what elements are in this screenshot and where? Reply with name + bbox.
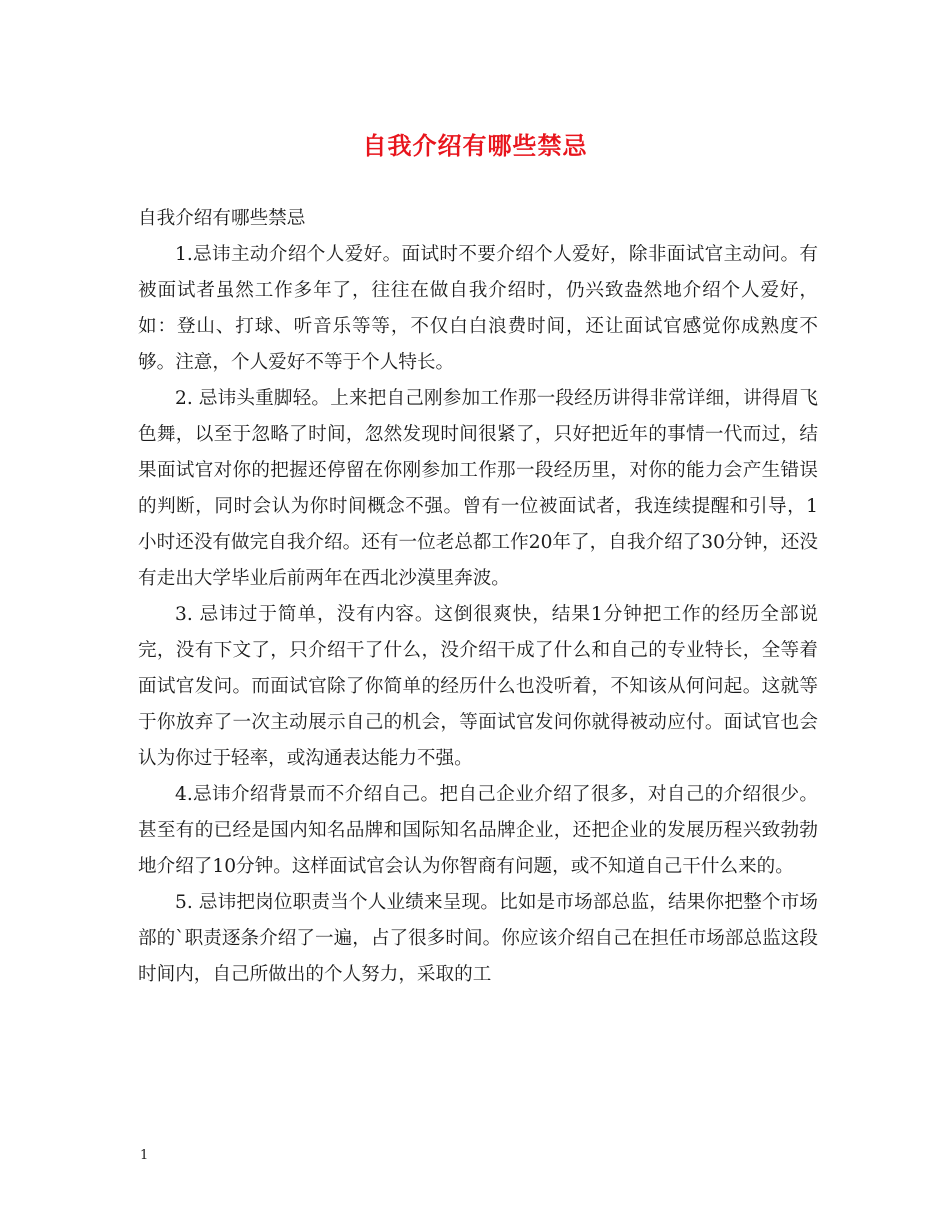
- paragraph-1: 1.忌讳主动介绍个人爱好。面试时不要介绍个人爱好，除非面试官主动问。有被面试者虽然工作多年了，往往在做自我介绍时，仍兴致盎然地介绍个人爱好，如：登山、打球、听音乐等等，不仅白白浪费时间，还让面试官感觉你成熟度不够。注意，个人爱好不等于个人特长。: [138, 244, 818, 373]
- body-heading: 自我介绍有哪些禁忌: [138, 208, 306, 229]
- page-number: 1: [140, 1148, 149, 1163]
- document-body: [138, 201, 818, 993]
- paragraph-2: 2. 忌讳头重脚轻。上来把自己刚参加工作那一段经历讲得非常详细，讲得眉飞色舞，以至于忽略了时间，忽然发现时间很紧了，只好把近年的事情一代而过，结果面试官对你的把握还停留在你刚参加工作那一段经历里，对你的能力会产生错误的判断，同时会认为你时间概念不强。曾有一位被面试者，我连续提醒和引导，1小时还没有做完自我介绍。还有一位老总都工作20年了，自我介绍了30分钟，还没有走出大学毕业后前两年在西北沙漠里奔波。: [138, 388, 818, 589]
- paragraph-4: 4.忌讳介绍背景而不介绍自己。把自己企业介绍了很多，对自己的介绍很少。甚至有的已经是国内知名品牌和国际知名品牌企业，还把企业的发展历程兴致勃勃地介绍了10分钟。这样面试官会认为你智商有问题，或不知道自己干什么来的。: [138, 784, 818, 877]
- document-title: 自我介绍有哪些禁忌: [362, 131, 588, 160]
- paragraph-5: 5. 忌讳把岗位职责当个人业绩来呈现。比如是市场部总监，结果你把整个市场部的`职责逐条介绍了一遍，占了很多时间。你应该介绍自己在担任市场部总监这段时间内，自己所做出的个人努力，采取的工: [138, 892, 818, 985]
- paragraph-3: 3. 忌讳过于简单，没有内容。这倒很爽快，结果1分钟把工作的经历全部说完，没有下文了，只介绍干了什么，没介绍干成了什么和自己的专业特长，全等着面试官发问。而面试官除了你简单的经历什么也没听着，不知该从何问起。这就等于你放弃了一次主动展示自己的机会，等面试官发问你就得被动应付。面试官也会认为你过于轻率，或沟通表达能力不强。: [138, 604, 818, 769]
